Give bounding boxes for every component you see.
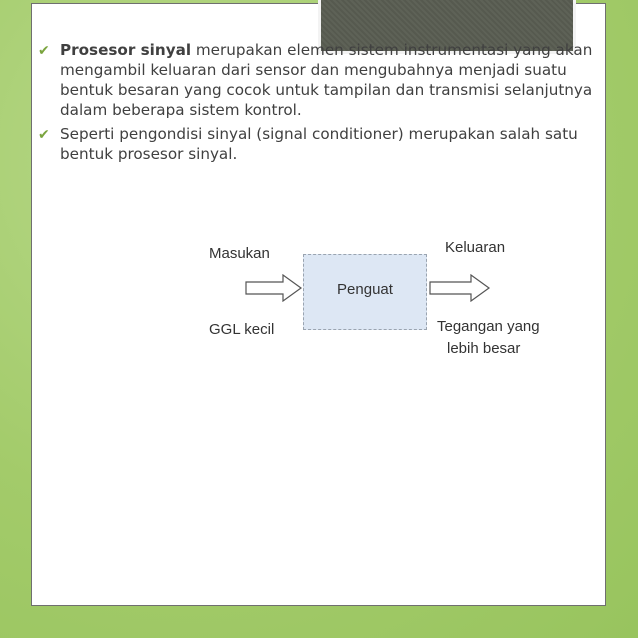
bullet-icon: ✔︎ bbox=[38, 43, 50, 59]
bullet-item bbox=[36, 40, 601, 120]
output-label: Keluaran bbox=[445, 239, 506, 256]
amplifier-diagram bbox=[195, 232, 575, 372]
output-sublabel-line2: lebih besar bbox=[447, 340, 521, 357]
bullet-icon: ✔︎ bbox=[38, 127, 50, 143]
block-label: Penguat bbox=[337, 281, 393, 298]
output-sublabel-line1: Tegangan yang bbox=[437, 318, 540, 335]
input-arrow-icon bbox=[245, 274, 303, 302]
output-arrow-icon bbox=[429, 274, 491, 302]
input-sublabel: GGL kecil bbox=[209, 321, 275, 338]
bullet-text: merupakan elemen sistem instrumentasi yang akan mengambil keluaran dari sensor dan mengubahnya menjadi suatu bentuk besaran yang cocok untuk tampilan dan transmisi selanjutnya dalam beberapa sistem kontrol. bbox=[60, 41, 593, 119]
bullet-item bbox=[36, 124, 601, 164]
input-label: Masukan bbox=[209, 245, 270, 262]
amplifier-block bbox=[303, 254, 427, 330]
bullet-list bbox=[36, 40, 601, 168]
bullet-text: Seperti pengondisi sinyal (signal conditioner) merupakan salah satu bentuk prosesor sinyal. bbox=[60, 125, 578, 163]
bullet-bold-term: Prosesor sinyal bbox=[60, 41, 192, 59]
